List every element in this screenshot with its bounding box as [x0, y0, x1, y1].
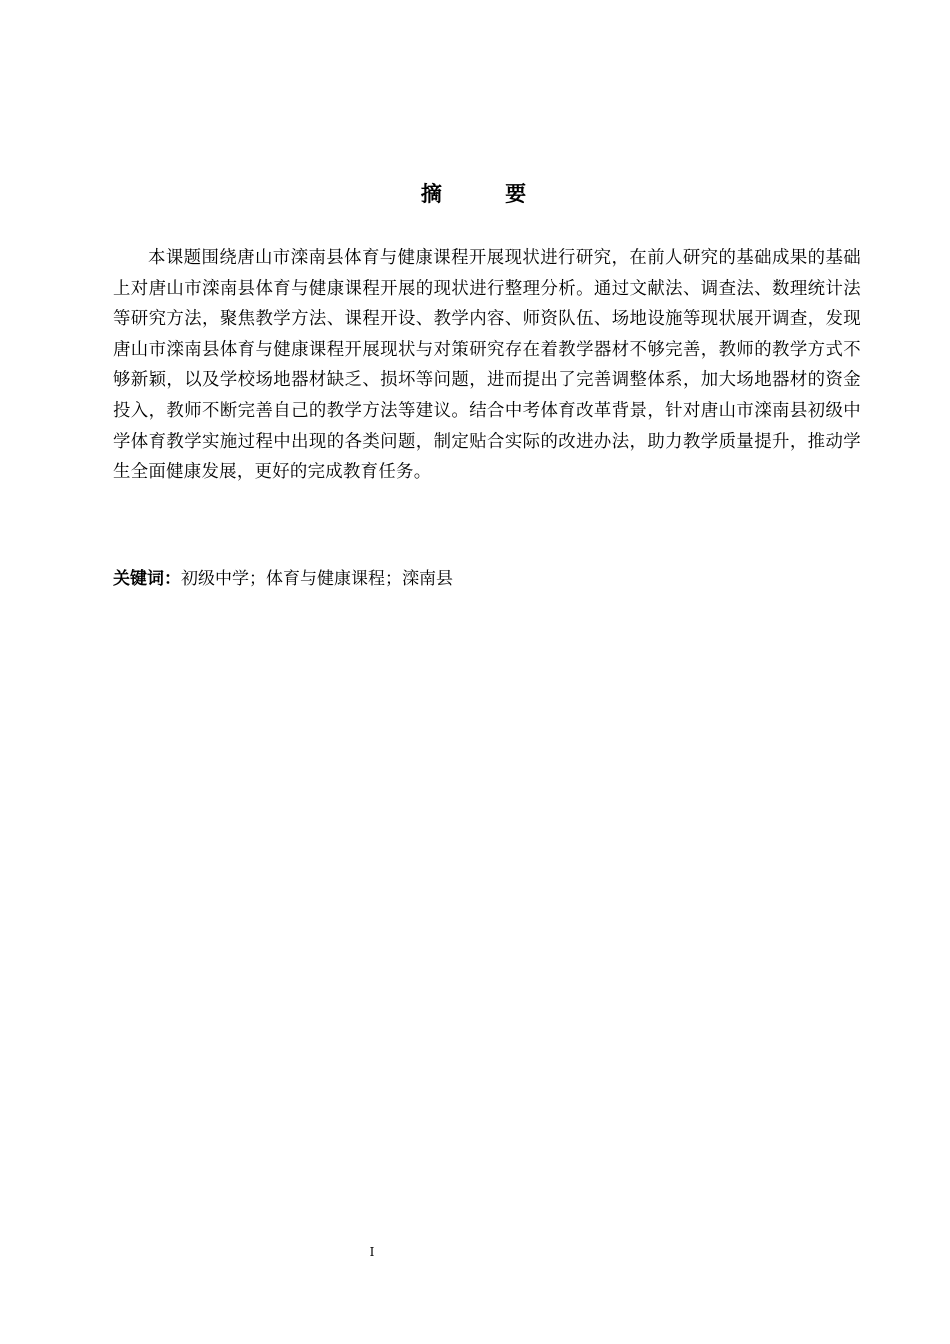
- keywords-label: 关键词：: [113, 569, 181, 589]
- abstract-paragraph: 本课题围绕唐山市滦南县体育与健康课程开展现状进行研究，在前人研究的基础成果的基础上对唐山市滦南县体育与健康课程开展的现状进行整理分析。通过文献法、调查法、数理统计法等研究方法，聚焦教学方法、课程开设、教学内容、师资队伍、场地设施等现状展开调查，发现唐山市滦南县体育与健康课程开展现状与对策研究存在着教学器材不够完善，教师的教学方式不够新颖，以及学校场地器材缺乏、损坏等问题，进而提出了完善调整体系，加大场地器材的资金投入，教师不断完善自己的教学方法等建议。结合中考体育改革背景，针对唐山市滦南县初级中学体育教学实施过程中出现的各类问题，制定贴合实际的改进办法，助力教学质量提升，推动学生全面健康发展，更好的完成教育任务。: [113, 248, 861, 483]
- keywords-line: [113, 564, 861, 594]
- page-number: I: [369, 1245, 375, 1259]
- keywords-text: 初级中学；体育与健康课程；滦南县: [181, 569, 453, 589]
- abstract-title: 摘 要: [420, 182, 555, 206]
